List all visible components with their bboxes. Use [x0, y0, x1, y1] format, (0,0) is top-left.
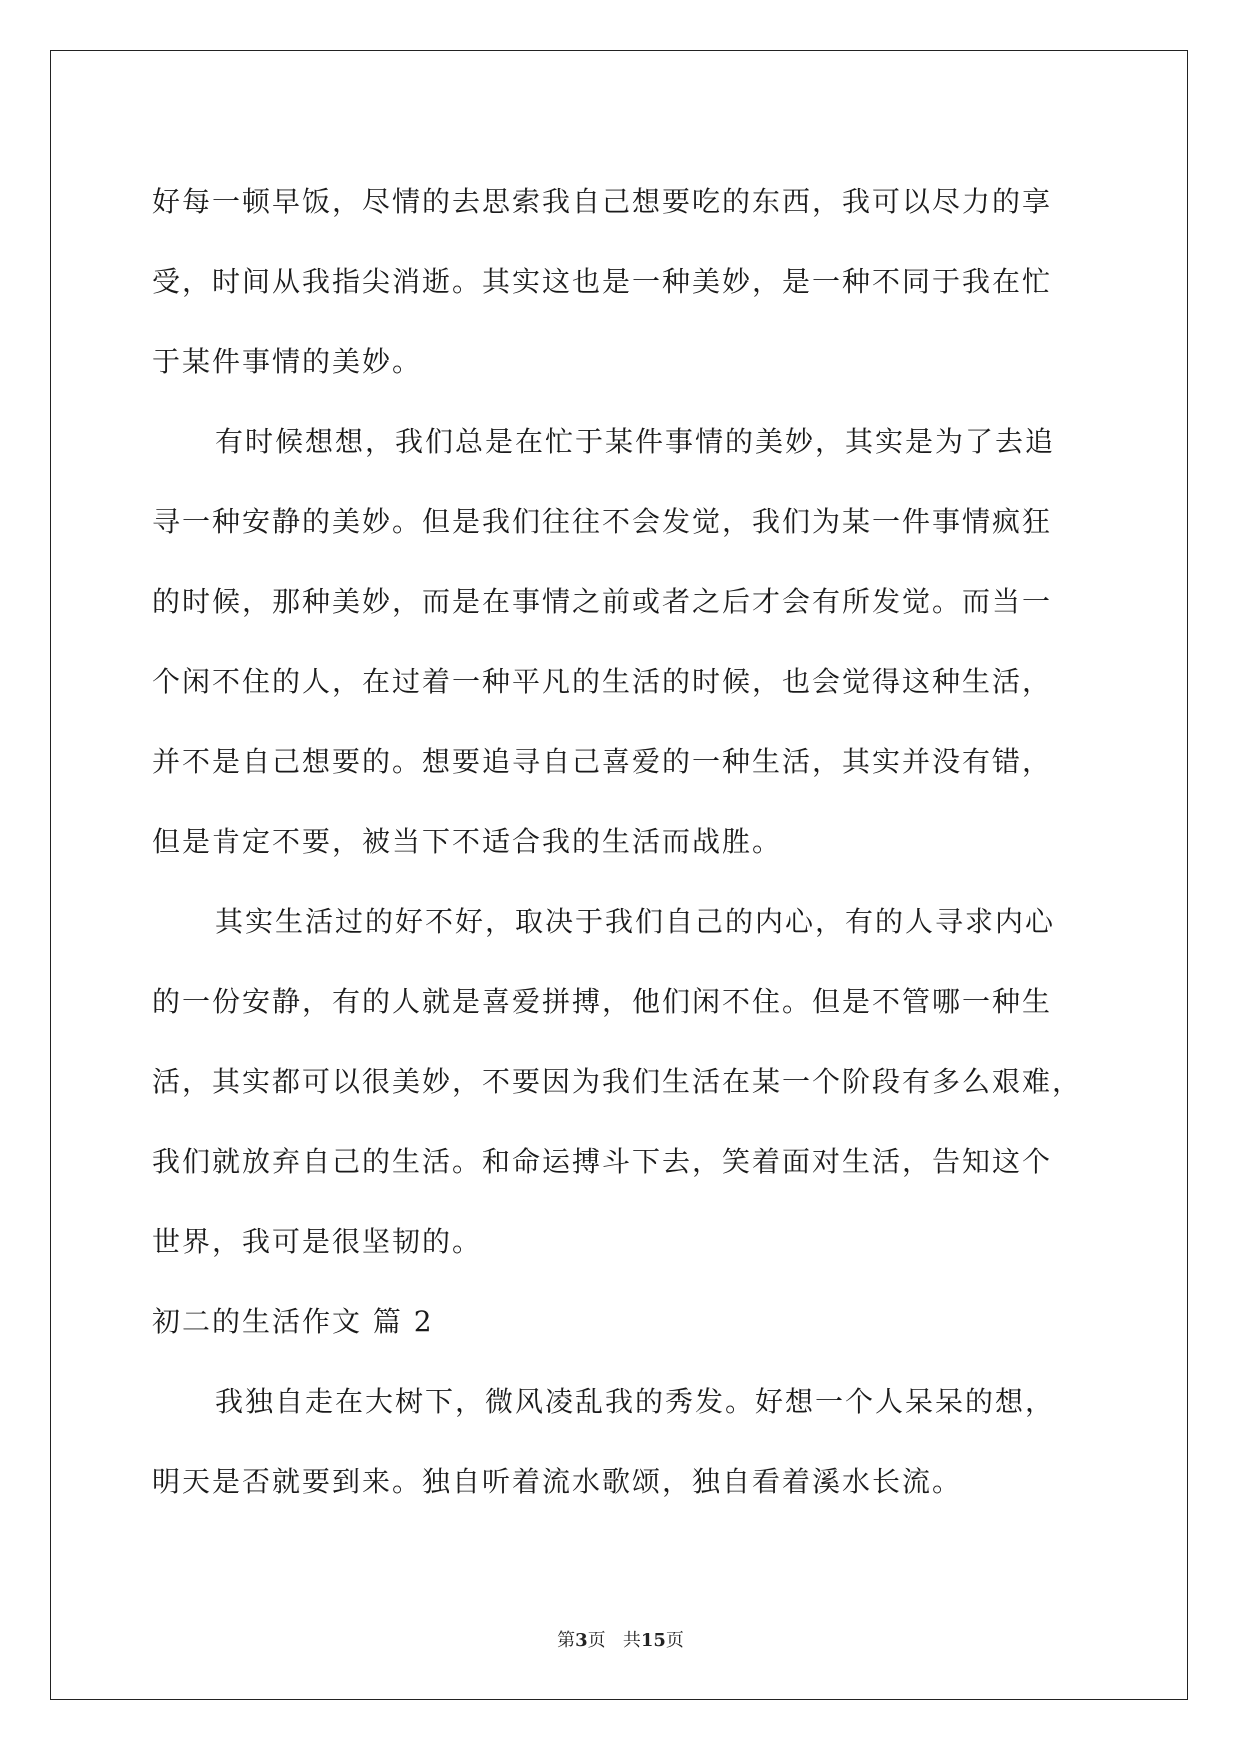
paragraph-line: 并不是自己想要的。想要追寻自己喜爱的一种生活，其实并没有错，	[152, 745, 1053, 778]
page-suffix: 页	[587, 1630, 606, 1651]
document-body	[152, 162, 1102, 1522]
paragraph-line: 其实生活过的好不好，取决于我们自己的内心，有的人寻求内心	[215, 905, 1056, 938]
paragraph-line: 受，时间从我指尖消逝。其实这也是一种美妙，是一种不同于我在忙	[152, 265, 1053, 298]
paragraph-line: 活，其实都可以很美妙，不要因为我们生活在某一个阶段有多么艰难，	[152, 1065, 1083, 1098]
paragraph-line: 我们就放弃自己的生活。和命运搏斗下去，笑着面对生活，告知这个	[152, 1145, 1053, 1178]
paragraph-line: 的一份安静，有的人就是喜爱拼搏，他们闲不住。但是不管哪一种生	[152, 985, 1053, 1018]
page-number: 3	[575, 1630, 588, 1651]
paragraph-line: 我独自走在大树下，微风凌乱我的秀发。好想一个人呆呆的想，	[215, 1385, 1056, 1418]
total-prefix: 共	[622, 1630, 641, 1651]
paragraph-line: 好每一顿早饭，尽情的去思索我自己想要吃的东西，我可以尽力的享	[152, 185, 1053, 218]
paragraph-line: 明天是否就要到来。独自听着流水歌颂，独自看着溪水长流。	[152, 1465, 963, 1498]
page-footer	[0, 1626, 1241, 1652]
paragraph-line: 寻一种安静的美妙。但是我们往往不会发觉，我们为某一件事情疯狂	[152, 505, 1053, 538]
page-prefix: 第	[557, 1630, 576, 1651]
paragraph-line: 的时候，那种美妙，而是在事情之前或者之后才会有所发觉。而当一	[152, 585, 1053, 618]
paragraph-line: 世界，我可是很坚韧的。	[152, 1225, 483, 1258]
total-suffix: 页	[665, 1630, 684, 1651]
paragraph-line: 个闲不住的人，在过着一种平凡的生活的时候，也会觉得这种生活，	[152, 665, 1053, 698]
total-pages: 15	[640, 1630, 666, 1651]
section-heading: 初二的生活作文 篇 2	[152, 1305, 434, 1338]
paragraph-line: 有时候想想，我们总是在忙于某件事情的美妙，其实是为了去追	[215, 425, 1056, 458]
paragraph-line: 于某件事情的美妙。	[152, 345, 423, 378]
paragraph-line: 但是肯定不要，被当下不适合我的生活而战胜。	[152, 825, 783, 858]
